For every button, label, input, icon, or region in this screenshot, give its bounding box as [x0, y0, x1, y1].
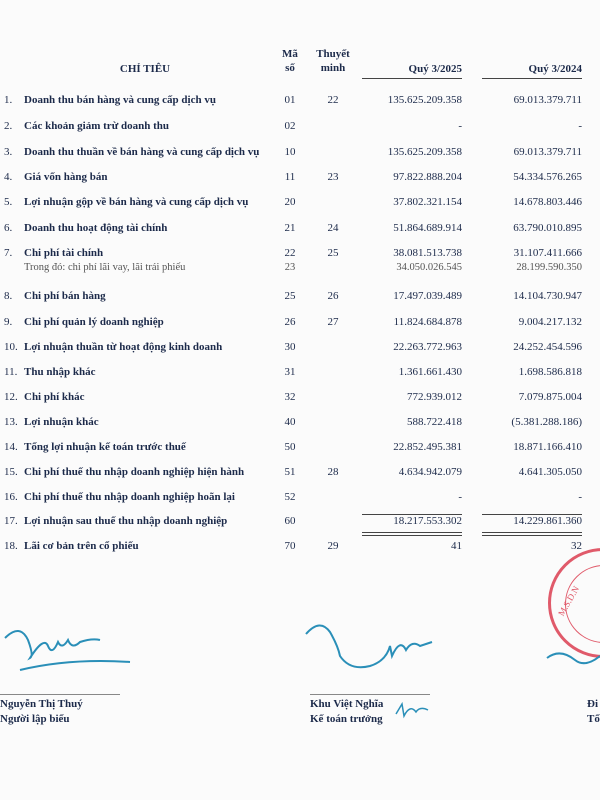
- column-header-code: Mã số: [282, 48, 298, 74]
- table-row: [0, 171, 600, 187]
- row-code: 23: [284, 262, 296, 273]
- row-label: Chi phí khác: [24, 391, 85, 403]
- row-number: 8.: [4, 290, 13, 302]
- signer-preparer: [0, 697, 83, 727]
- row-value-q3-2024: 14.104.730.947: [513, 290, 582, 302]
- row-number: 4.: [4, 171, 13, 183]
- row-value-q3-2024: 14.229.861.360: [513, 515, 582, 527]
- row-number: 11.: [4, 366, 18, 378]
- row-value-q3-2024: 9.004.217.132: [518, 316, 582, 328]
- row-value-q3-2025: 4.634.942.079: [398, 466, 462, 478]
- row-value-q3-2025: 135.625.209.358: [387, 94, 462, 106]
- row-label: Trong đó: chi phí lãi vay, lãi trái phiếu: [24, 262, 186, 273]
- table-row: [0, 366, 600, 382]
- row-label: Doanh thu bán hàng và cung cấp dịch vụ: [24, 94, 216, 106]
- row-label: Các khoản giảm trừ doanh thu: [24, 120, 170, 132]
- row-code: 20: [284, 196, 296, 208]
- row-value-q3-2024: -: [578, 120, 582, 132]
- header-underline-q1: [362, 78, 462, 79]
- row-number: 13.: [4, 416, 18, 428]
- table-row: [0, 391, 600, 407]
- row-note: 26: [327, 290, 339, 302]
- signature-line-preparer: [0, 694, 120, 695]
- table-row: [0, 416, 600, 432]
- row-value-q3-2025: 22.852.495.381: [393, 441, 462, 453]
- row-code: 30: [284, 341, 296, 353]
- row-number: 10.: [4, 341, 18, 353]
- signer-chief-accountant: [310, 697, 383, 727]
- row-note: 22: [327, 94, 339, 106]
- row-label: Tổng lợi nhuận kế toán trước thuế: [24, 441, 186, 453]
- signer-role: Người lập biểu: [0, 713, 70, 725]
- table-row: [0, 441, 600, 457]
- svg-text:M.S.D.N: M.S.D.N: [556, 584, 582, 618]
- row-value-q3-2024: 69.013.379.711: [513, 146, 582, 158]
- table-subrow: [0, 262, 600, 278]
- row-value-q3-2025: 97.822.888.204: [393, 171, 462, 183]
- signer-name: Nguyễn Thị Thuý: [0, 698, 83, 710]
- column-header-note: Thuyết minh: [316, 48, 350, 74]
- row-value-q3-2024: 7.079.875.004: [518, 391, 582, 403]
- total-double-rule-q1a: [362, 532, 462, 533]
- row-note: 24: [327, 222, 339, 234]
- initial-mark: [394, 700, 430, 720]
- table-row: [0, 222, 600, 238]
- table-row: [0, 290, 600, 306]
- row-value-q3-2025: 22.263.772.963: [393, 341, 462, 353]
- row-value-q3-2025: 1.361.661.430: [398, 366, 462, 378]
- row-note: 27: [327, 316, 339, 328]
- row-number: 2.: [4, 120, 13, 132]
- signer-role: Kế toán trưởng: [310, 713, 383, 725]
- row-label: Thu nhập khác: [24, 366, 96, 378]
- row-value-q3-2025: 135.625.209.358: [387, 146, 462, 158]
- subtotal-rule-q1: [362, 514, 462, 515]
- subtotal-rule-q2: [482, 514, 582, 515]
- table-row: [0, 120, 600, 136]
- row-code: 25: [284, 290, 296, 302]
- row-value-q3-2024: 31.107.411.666: [513, 247, 582, 259]
- row-value-q3-2025: -: [458, 491, 462, 503]
- row-number: 18.: [4, 540, 18, 552]
- table-row: [0, 491, 600, 507]
- row-value-q3-2024: 28.199.590.350: [516, 262, 582, 273]
- row-label: Chi phí tài chính: [24, 247, 104, 259]
- row-note: 29: [327, 540, 339, 552]
- table-row: [0, 196, 600, 212]
- row-number: 1.: [4, 94, 13, 106]
- row-code: 26: [284, 316, 296, 328]
- table-row: [0, 247, 600, 263]
- signature-director: [545, 638, 600, 678]
- row-number: 12.: [4, 391, 18, 403]
- row-value-q3-2024: 24.252.454.596: [513, 341, 582, 353]
- row-value-q3-2024: -: [578, 491, 582, 503]
- row-code: 11: [284, 171, 296, 183]
- row-code: 01: [284, 94, 296, 106]
- signer-role: Tổ: [587, 713, 600, 725]
- signer-name: Đi: [587, 698, 598, 710]
- signature-chief-accountant: [300, 616, 440, 686]
- row-code: 31: [284, 366, 296, 378]
- row-code: 60: [284, 515, 296, 527]
- row-number: 5.: [4, 196, 13, 208]
- row-number: 17.: [4, 515, 18, 527]
- table-row: [0, 316, 600, 332]
- row-code: 51: [284, 466, 296, 478]
- row-label: Chi phí thuế thu nhập doanh nghiệp hiện hành: [24, 466, 245, 478]
- row-number: 14.: [4, 441, 18, 453]
- column-header-q3-2025: Quý 3/2025: [408, 63, 462, 75]
- table-row: [0, 341, 600, 357]
- row-value-q3-2025: 41: [451, 540, 462, 552]
- row-value-q3-2024: 4.641.305.050: [518, 466, 582, 478]
- column-header-q3-2024: Quý 3/2024: [528, 63, 582, 75]
- row-number: 16.: [4, 491, 18, 503]
- row-label: Lãi cơ bản trên cổ phiếu: [24, 540, 139, 552]
- row-note: 28: [327, 466, 339, 478]
- row-number: 15.: [4, 466, 18, 478]
- row-value-q3-2025: 51.864.689.914: [393, 222, 462, 234]
- row-code: 40: [284, 416, 296, 428]
- table-row: [0, 540, 600, 556]
- signature-preparer: [0, 618, 140, 678]
- row-label: Lợi nhuận sau thuế thu nhập doanh nghiệp: [24, 515, 228, 527]
- row-label: Chi phí quản lý doanh nghiệp: [24, 316, 164, 328]
- row-value-q3-2024: 1.698.586.818: [518, 366, 582, 378]
- row-value-q3-2025: 588.722.418: [407, 416, 462, 428]
- row-label: Giá vốn hàng bán: [24, 171, 108, 183]
- row-value-q3-2025: 37.802.321.154: [393, 196, 462, 208]
- table-row: [0, 146, 600, 162]
- row-value-q3-2025: -: [458, 120, 462, 132]
- row-label: Lợi nhuận thuần từ hoạt động kinh doanh: [24, 341, 223, 353]
- row-value-q3-2025: 18.217.553.302: [393, 515, 462, 527]
- row-code: 22: [284, 247, 296, 259]
- row-label: Lợi nhuận gộp về bán hàng và cung cấp dịch vụ: [24, 196, 249, 208]
- row-value-q3-2024: 54.334.576.265: [513, 171, 582, 183]
- row-value-q3-2024: 69.013.379.711: [513, 94, 582, 106]
- signer-director: [587, 697, 600, 727]
- row-code: 10: [284, 146, 296, 158]
- row-code: 21: [284, 222, 296, 234]
- total-double-rule-q2b: [482, 535, 582, 536]
- signature-line-accountant: [310, 694, 430, 695]
- header-underline-q2: [482, 78, 582, 79]
- row-code: 32: [284, 391, 296, 403]
- row-value-q3-2025: 38.081.513.738: [393, 247, 462, 259]
- signer-name: Khu Việt Nghĩa: [310, 698, 384, 710]
- row-code: 52: [284, 491, 296, 503]
- table-row: [0, 515, 600, 531]
- row-label: Lợi nhuận khác: [24, 416, 99, 428]
- row-label: Doanh thu thuần về bán hàng và cung cấp dịch vụ: [24, 146, 260, 158]
- row-label: Chi phí thuế thu nhập doanh nghiệp hoãn lại: [24, 491, 235, 503]
- row-value-q3-2025: 34.050.026.545: [396, 262, 462, 273]
- row-label: Chi phí bán hàng: [24, 290, 106, 302]
- total-double-rule-q1b: [362, 535, 462, 536]
- row-label: Doanh thu hoạt động tài chính: [24, 222, 168, 234]
- row-number: 6.: [4, 222, 13, 234]
- table-row: [0, 466, 600, 482]
- row-number: 3.: [4, 146, 13, 158]
- table-row: [0, 94, 600, 110]
- row-value-q3-2025: 11.824.684.878: [393, 316, 462, 328]
- row-code: 02: [284, 120, 296, 132]
- row-value-q3-2024: 63.790.010.895: [513, 222, 582, 234]
- row-value-q3-2024: 18.871.166.410: [513, 441, 582, 453]
- row-number: 7.: [4, 247, 13, 259]
- row-note: 25: [327, 247, 339, 259]
- row-value-q3-2025: 17.497.039.489: [393, 290, 462, 302]
- row-note: 23: [327, 171, 339, 183]
- total-double-rule-q2a: [482, 532, 582, 533]
- row-code: 70: [284, 540, 296, 552]
- row-value-q3-2025: 772.939.012: [407, 391, 462, 403]
- row-value-q3-2024: (5.381.288.186): [511, 416, 582, 428]
- row-code: 50: [284, 441, 296, 453]
- column-header-indicator: CHỈ TIÊU: [119, 63, 171, 75]
- row-value-q3-2024: 32: [571, 540, 582, 552]
- row-number: 9.: [4, 316, 13, 328]
- row-value-q3-2024: 14.678.803.446: [513, 196, 582, 208]
